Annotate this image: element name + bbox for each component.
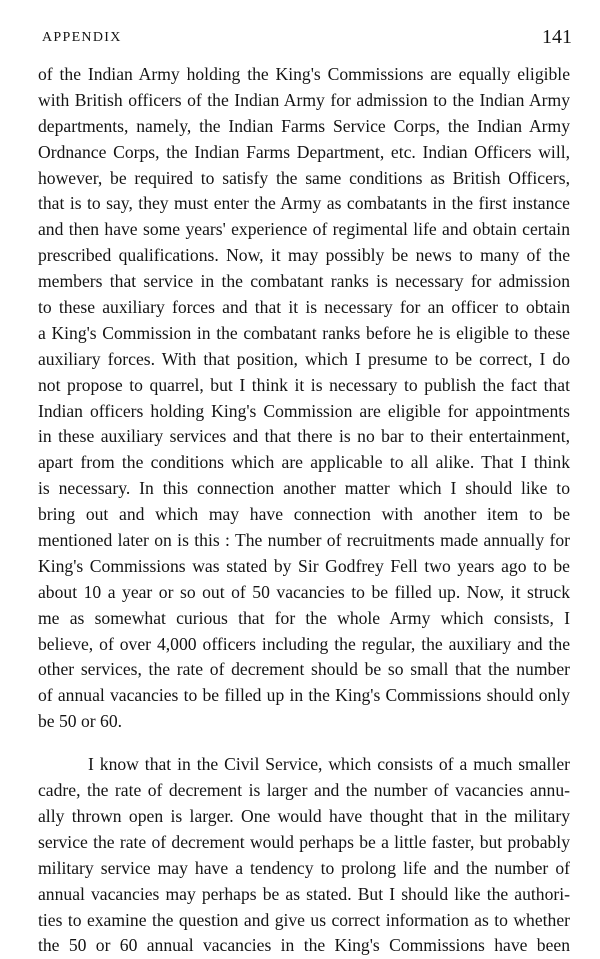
text-line: to these auxiliary forces and that it is necessary for an officer to obtain [38, 297, 570, 318]
text-line: however, be required to satisfy the same conditions as British Officers, [38, 167, 570, 188]
text-line: King's Commissions was stated by Sir Godfrey Fell two years ago to be [38, 555, 570, 576]
text-line: Indian officers holding King's Commission are eligible for appointments [38, 400, 570, 421]
text-line: Ordnance Corps, the Indian Farms Department, etc. Indian Officers will, [38, 141, 570, 162]
paragraph-2 [38, 752, 570, 959]
text-line: be 50 or 60. [38, 711, 123, 732]
paragraph-spacer [38, 735, 570, 752]
text-line: other services, the rate of decrement should be so small that the number [38, 659, 570, 680]
text-line: auxiliary forces. With that position, which I presume to be correct, I do [38, 348, 570, 369]
text-line: annual vacancies may perhaps be as stated. But I should like the authori- [38, 883, 570, 904]
text-line: is necessary. In this connection another matter which I should like to [38, 478, 570, 499]
text-line: I know that in the Civil Service, which consists of a much smaller [88, 754, 570, 775]
text-line: members that service in the combatant ranks is necessary for admission [38, 271, 570, 292]
text-line: and then have some years' experience of regimental life and obtain certain [38, 219, 570, 240]
text-line: that is to say, they must enter the Army as combatants in the first instance [38, 193, 570, 214]
text-line: ties to examine the question and give us correct information as to whether [38, 909, 570, 930]
text-line: in these auxiliary services and that there is no bar to their entertainment, [38, 426, 570, 447]
text-line: mentioned later on is this : The number of recruitments made annually for [38, 530, 570, 551]
text-line: with British officers of the Indian Army for admission to the Indian Army [38, 89, 570, 110]
page-header [36, 26, 574, 50]
text-line: bring out and which may have connection with another item to be [38, 504, 570, 525]
text-line: of annual vacancies to be filled up in the King's Commissions should only [38, 685, 570, 706]
text-line: apart from the conditions which are applicable to all alike. That I think [38, 452, 570, 473]
text-line: of the Indian Army holding the King's Commissions are equally eligible [38, 64, 570, 84]
text-line: not propose to quarrel, but I think it is necessary to publish the fact that [38, 374, 570, 395]
text-line: service the rate of decrement would perhaps be a little faster, but probably [38, 831, 570, 852]
text-line: prescribed qualifications. Now, it may possibly be news to many of the [38, 245, 570, 266]
body-text [38, 62, 570, 959]
text-line: ally thrown open is larger. One would have thought that in the military [38, 805, 570, 826]
text-line: departments, namely, the Indian Farms Service Corps, the Indian Army [38, 115, 570, 136]
page-number: 141 [542, 26, 572, 48]
text-line: me as somewhat curious that for the whole Army which consists, I [38, 607, 570, 628]
text-line: military service may have a tendency to prolong life and the number of [38, 857, 570, 878]
text-line: the 50 or 60 annual vacancies in the King's Commissions have been [38, 935, 570, 956]
text-line: cadre, the rate of decrement is larger and the number of vacancies annu- [38, 780, 570, 801]
paragraph-1 [38, 62, 570, 735]
running-head: APPENDIX [42, 30, 122, 45]
text-line: a King's Commission in the combatant ranks before he is eligible to these [38, 322, 570, 343]
text-line: believe, of over 4,000 officers including the regular, the auxiliary and the [38, 633, 570, 654]
text-line: about 10 a year or so out of 50 vacancies to be filled up. Now, it struck [38, 581, 570, 602]
